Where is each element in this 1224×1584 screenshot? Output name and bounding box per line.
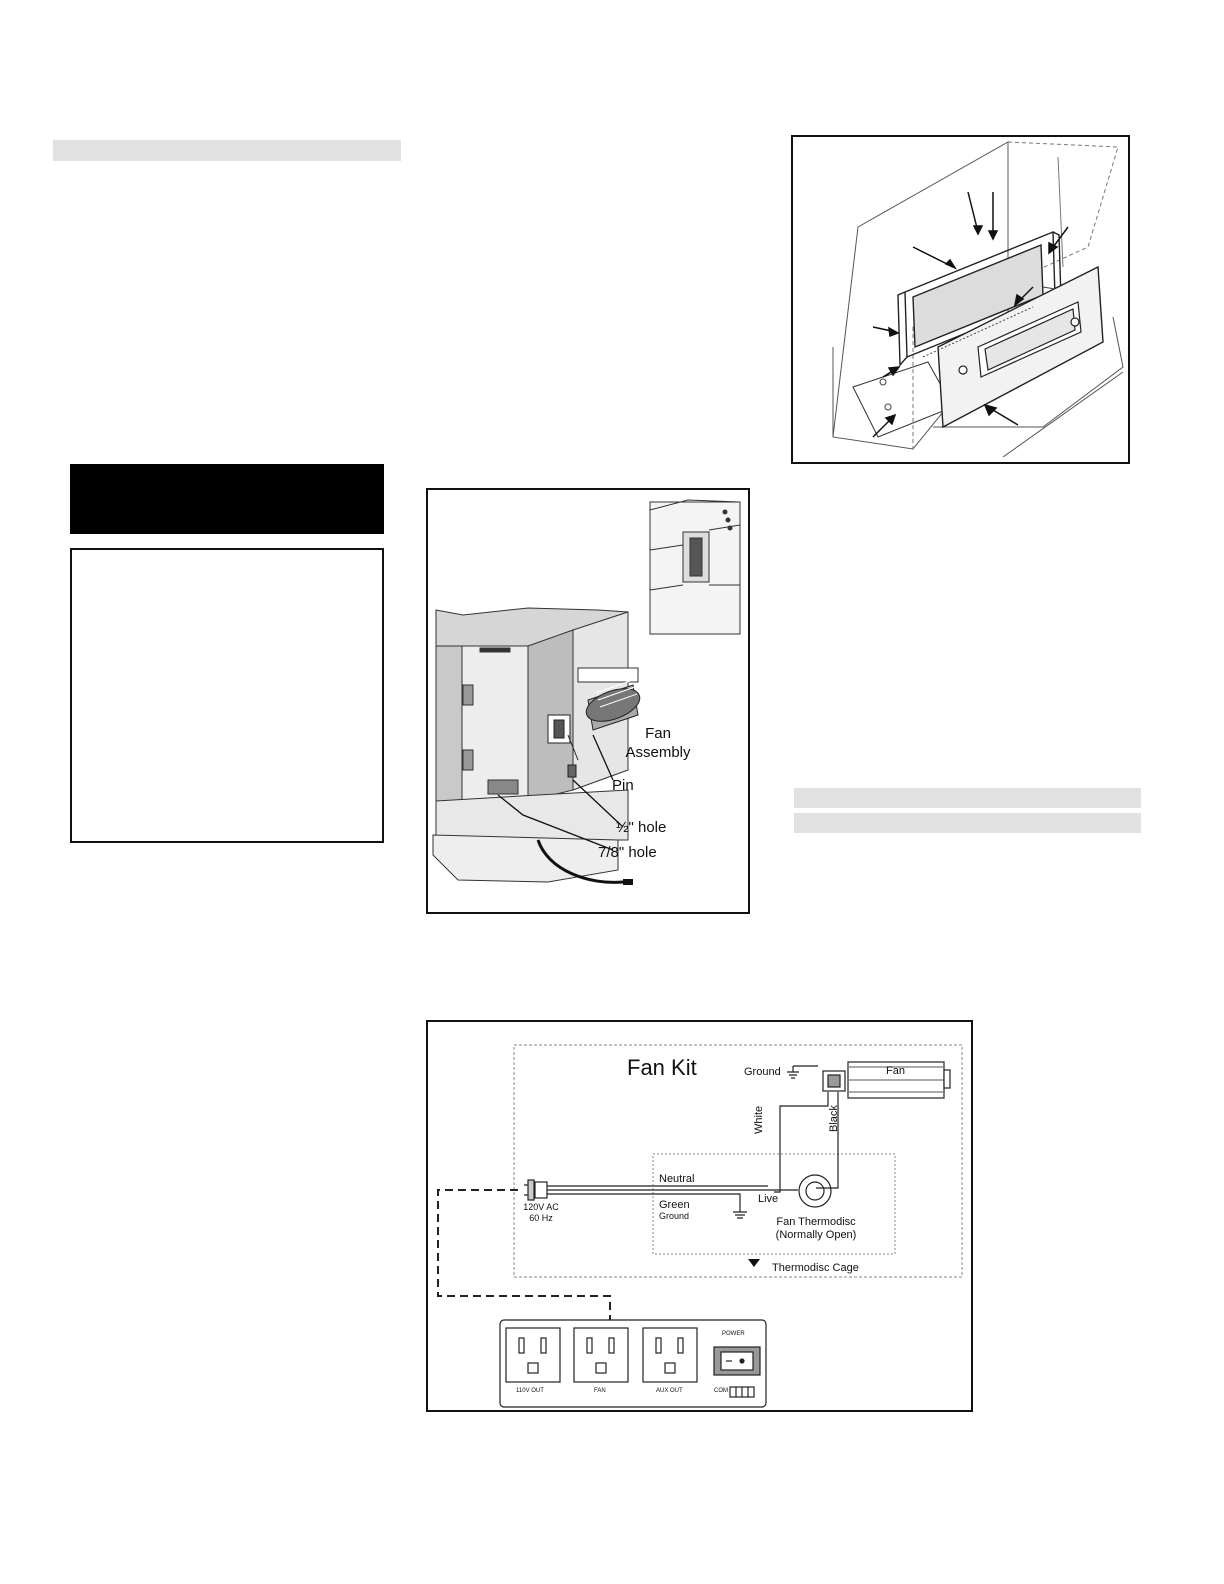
green-label: Green (659, 1199, 690, 1211)
fan-label: Fan (886, 1065, 905, 1077)
warning-header-box (70, 464, 384, 534)
thermodisc-label: Fan Thermodisc (Normally Open) (775, 1216, 857, 1241)
wiring-diagram (426, 1020, 973, 1412)
outlet-label-110v: 110V OUT (516, 1388, 544, 1394)
outlet-label-aux: AUX OUT (656, 1388, 683, 1394)
wiring-diagram-illustration (428, 1022, 971, 1410)
power-label: POWER (722, 1331, 745, 1337)
ground-label: Ground (659, 1211, 690, 1221)
warning-content-box (70, 548, 384, 843)
section-heading-bar-right-2 (794, 813, 1141, 833)
section-heading-bar (53, 140, 401, 161)
black-wire-label: Black (828, 1105, 840, 1132)
fan-assembly-figure (426, 488, 750, 914)
live-label: Live (758, 1193, 779, 1205)
section-heading-bar-right-1 (794, 788, 1141, 808)
com-label: COM (714, 1388, 728, 1394)
plug-voltage-label: 120V AC 60 Hz (523, 1202, 559, 1223)
ground-top-label: Ground (744, 1066, 781, 1078)
half-hole-label: ½" hole (616, 819, 667, 836)
fan-kit-title: Fan Kit (627, 1055, 697, 1080)
fan-assembly-illustration (428, 490, 748, 912)
fan-assembly-label: Fan Assembly (625, 725, 691, 761)
firebox-liner-figure (791, 135, 1130, 464)
seven-eighths-hole-label: 7/8" hole (598, 844, 657, 861)
thermodisc-cage-label: Thermodisc Cage (772, 1262, 859, 1274)
firebox-liner-illustration (793, 137, 1128, 462)
white-wire-label: White (753, 1105, 765, 1134)
neutral-label: Neutral (659, 1173, 695, 1185)
pin-label: Pin (612, 777, 634, 794)
outlet-label-fan: FAN (594, 1388, 606, 1394)
